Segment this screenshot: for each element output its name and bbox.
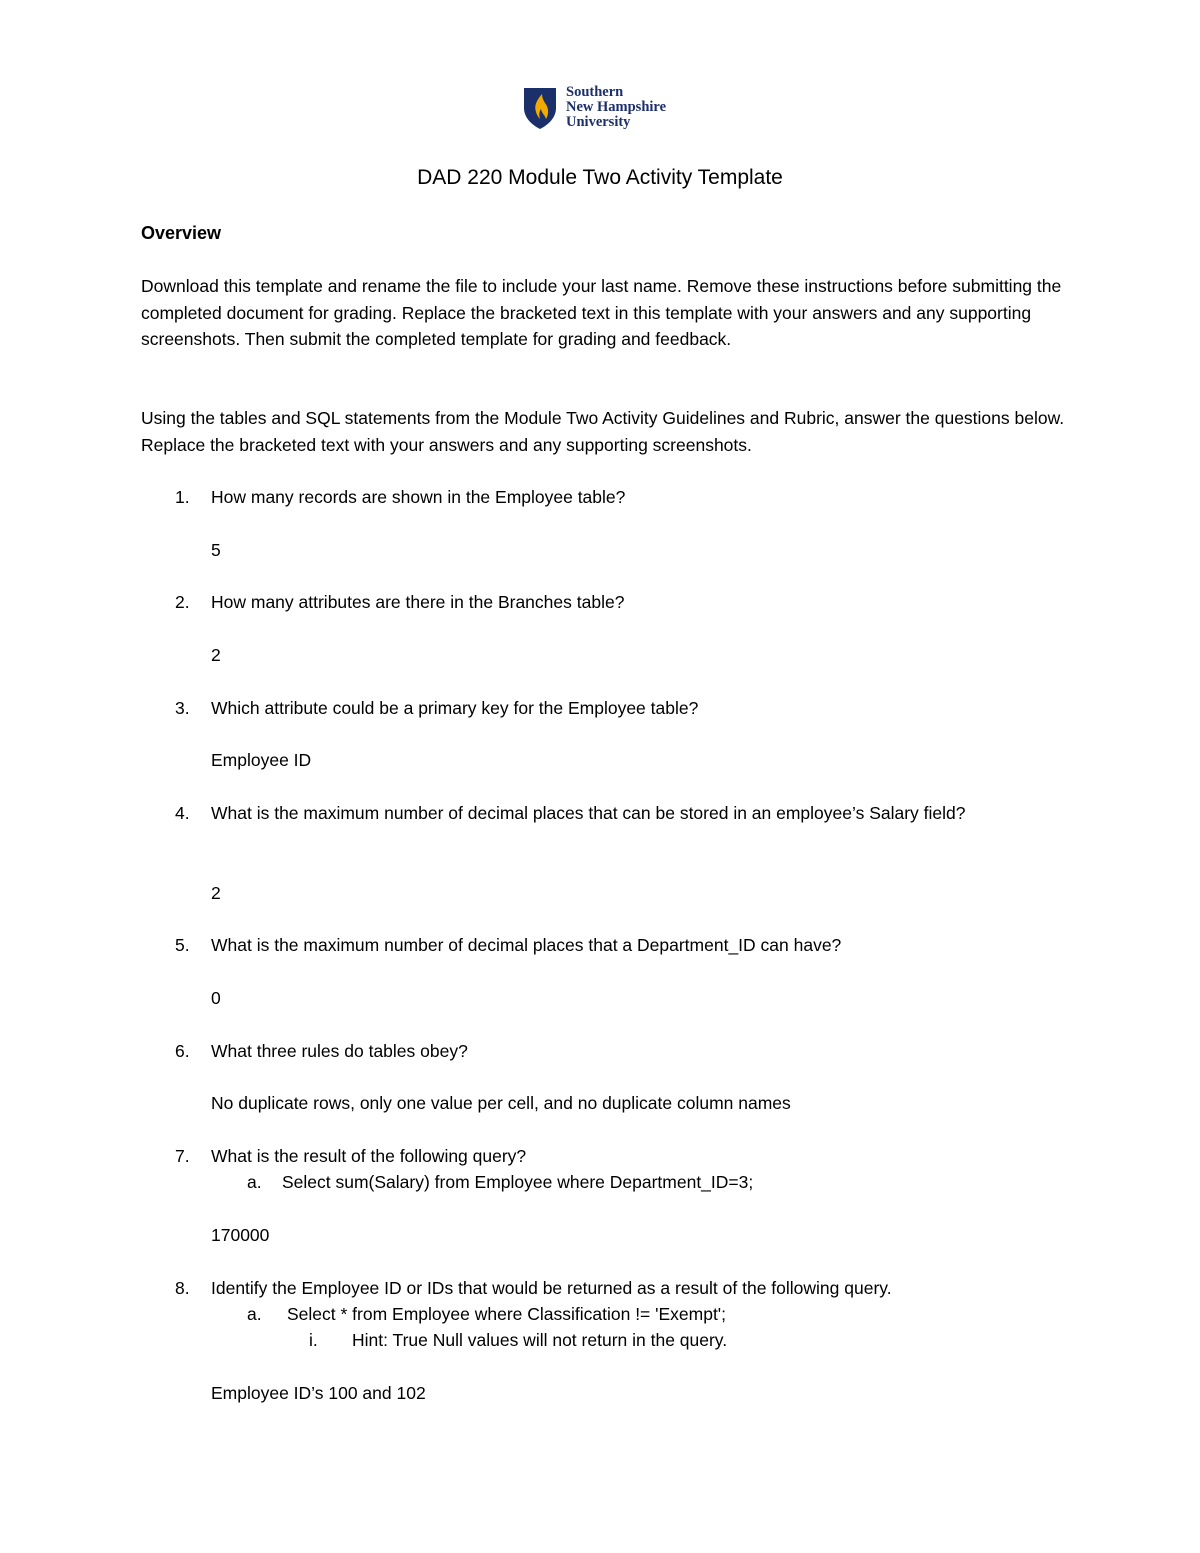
- answer-3: Employee ID: [211, 750, 312, 770]
- overview-paragraph-1: Download this template and rename the file to include your last name. Remove these instructions before submitting the completed document for grading. Replace the bracketed text in this template with your answers and any supporting screenshots. Then submit the completed template for grading and feedback.: [141, 276, 1062, 349]
- subitem-label: a.: [247, 1172, 262, 1192]
- question-text: How many records are shown in the Employee table?: [211, 487, 626, 507]
- question-text: Identify the Employee ID or IDs that would be returned as a result of the following query.: [211, 1278, 892, 1298]
- answer-2: 2: [211, 645, 221, 665]
- question-number: 6.: [175, 1041, 190, 1061]
- logo-line-3: University: [566, 114, 631, 130]
- overview-paragraph-2: Using the tables and SQL statements from the Module Two Activity Guidelines and Rubric, answer the questions below. Replace the bracketed text with your answers and any supporting screenshots.: [141, 408, 1065, 455]
- question-text: How many attributes are there in the Branches table?: [211, 592, 625, 612]
- question-text: What is the maximum number of decimal places that can be stored in an employee’s Salary field?: [211, 803, 966, 823]
- question-text: What is the result of the following query?: [211, 1146, 527, 1166]
- hint-text: Hint: True Null values will not return in the query.: [352, 1330, 728, 1350]
- document-title: DAD 220 Module Two Activity Template: [417, 166, 783, 189]
- answer-5: 0: [211, 988, 221, 1008]
- question-number: 4.: [175, 803, 190, 823]
- question-text: What is the maximum number of decimal places that a Department_ID can have?: [211, 935, 842, 955]
- subitem-label: a.: [247, 1304, 262, 1324]
- answer-1: 5: [211, 540, 221, 560]
- sql-query: Select * from Employee where Classification != 'Exempt';: [287, 1304, 727, 1324]
- logo-line-2: New Hampshire: [566, 99, 667, 115]
- sql-query: Select sum(Salary) from Employee where Department_ID=3;: [282, 1172, 754, 1192]
- question-number: 7.: [175, 1146, 190, 1166]
- logo-line-1: Southern: [566, 84, 624, 100]
- overview-heading: Overview: [141, 223, 222, 243]
- question-text: What three rules do tables obey?: [211, 1041, 468, 1061]
- question-number: 8.: [175, 1278, 190, 1298]
- answer-7: 170000: [211, 1225, 270, 1245]
- question-number: 2.: [175, 592, 190, 612]
- answer-6: No duplicate rows, only one value per cell, and no duplicate column names: [211, 1093, 791, 1113]
- hint-label: i.: [309, 1330, 318, 1350]
- question-number: 5.: [175, 935, 190, 955]
- question-number: 3.: [175, 698, 190, 718]
- shield-flame-icon: [522, 86, 558, 130]
- logo-wordmark: [566, 85, 666, 130]
- question-number: 1.: [175, 487, 190, 507]
- question-text: Which attribute could be a primary key for the Employee table?: [211, 698, 699, 718]
- answer-4: 2: [211, 883, 221, 903]
- university-logo: [522, 85, 666, 130]
- answer-8: Employee ID’s 100 and 102: [211, 1383, 426, 1403]
